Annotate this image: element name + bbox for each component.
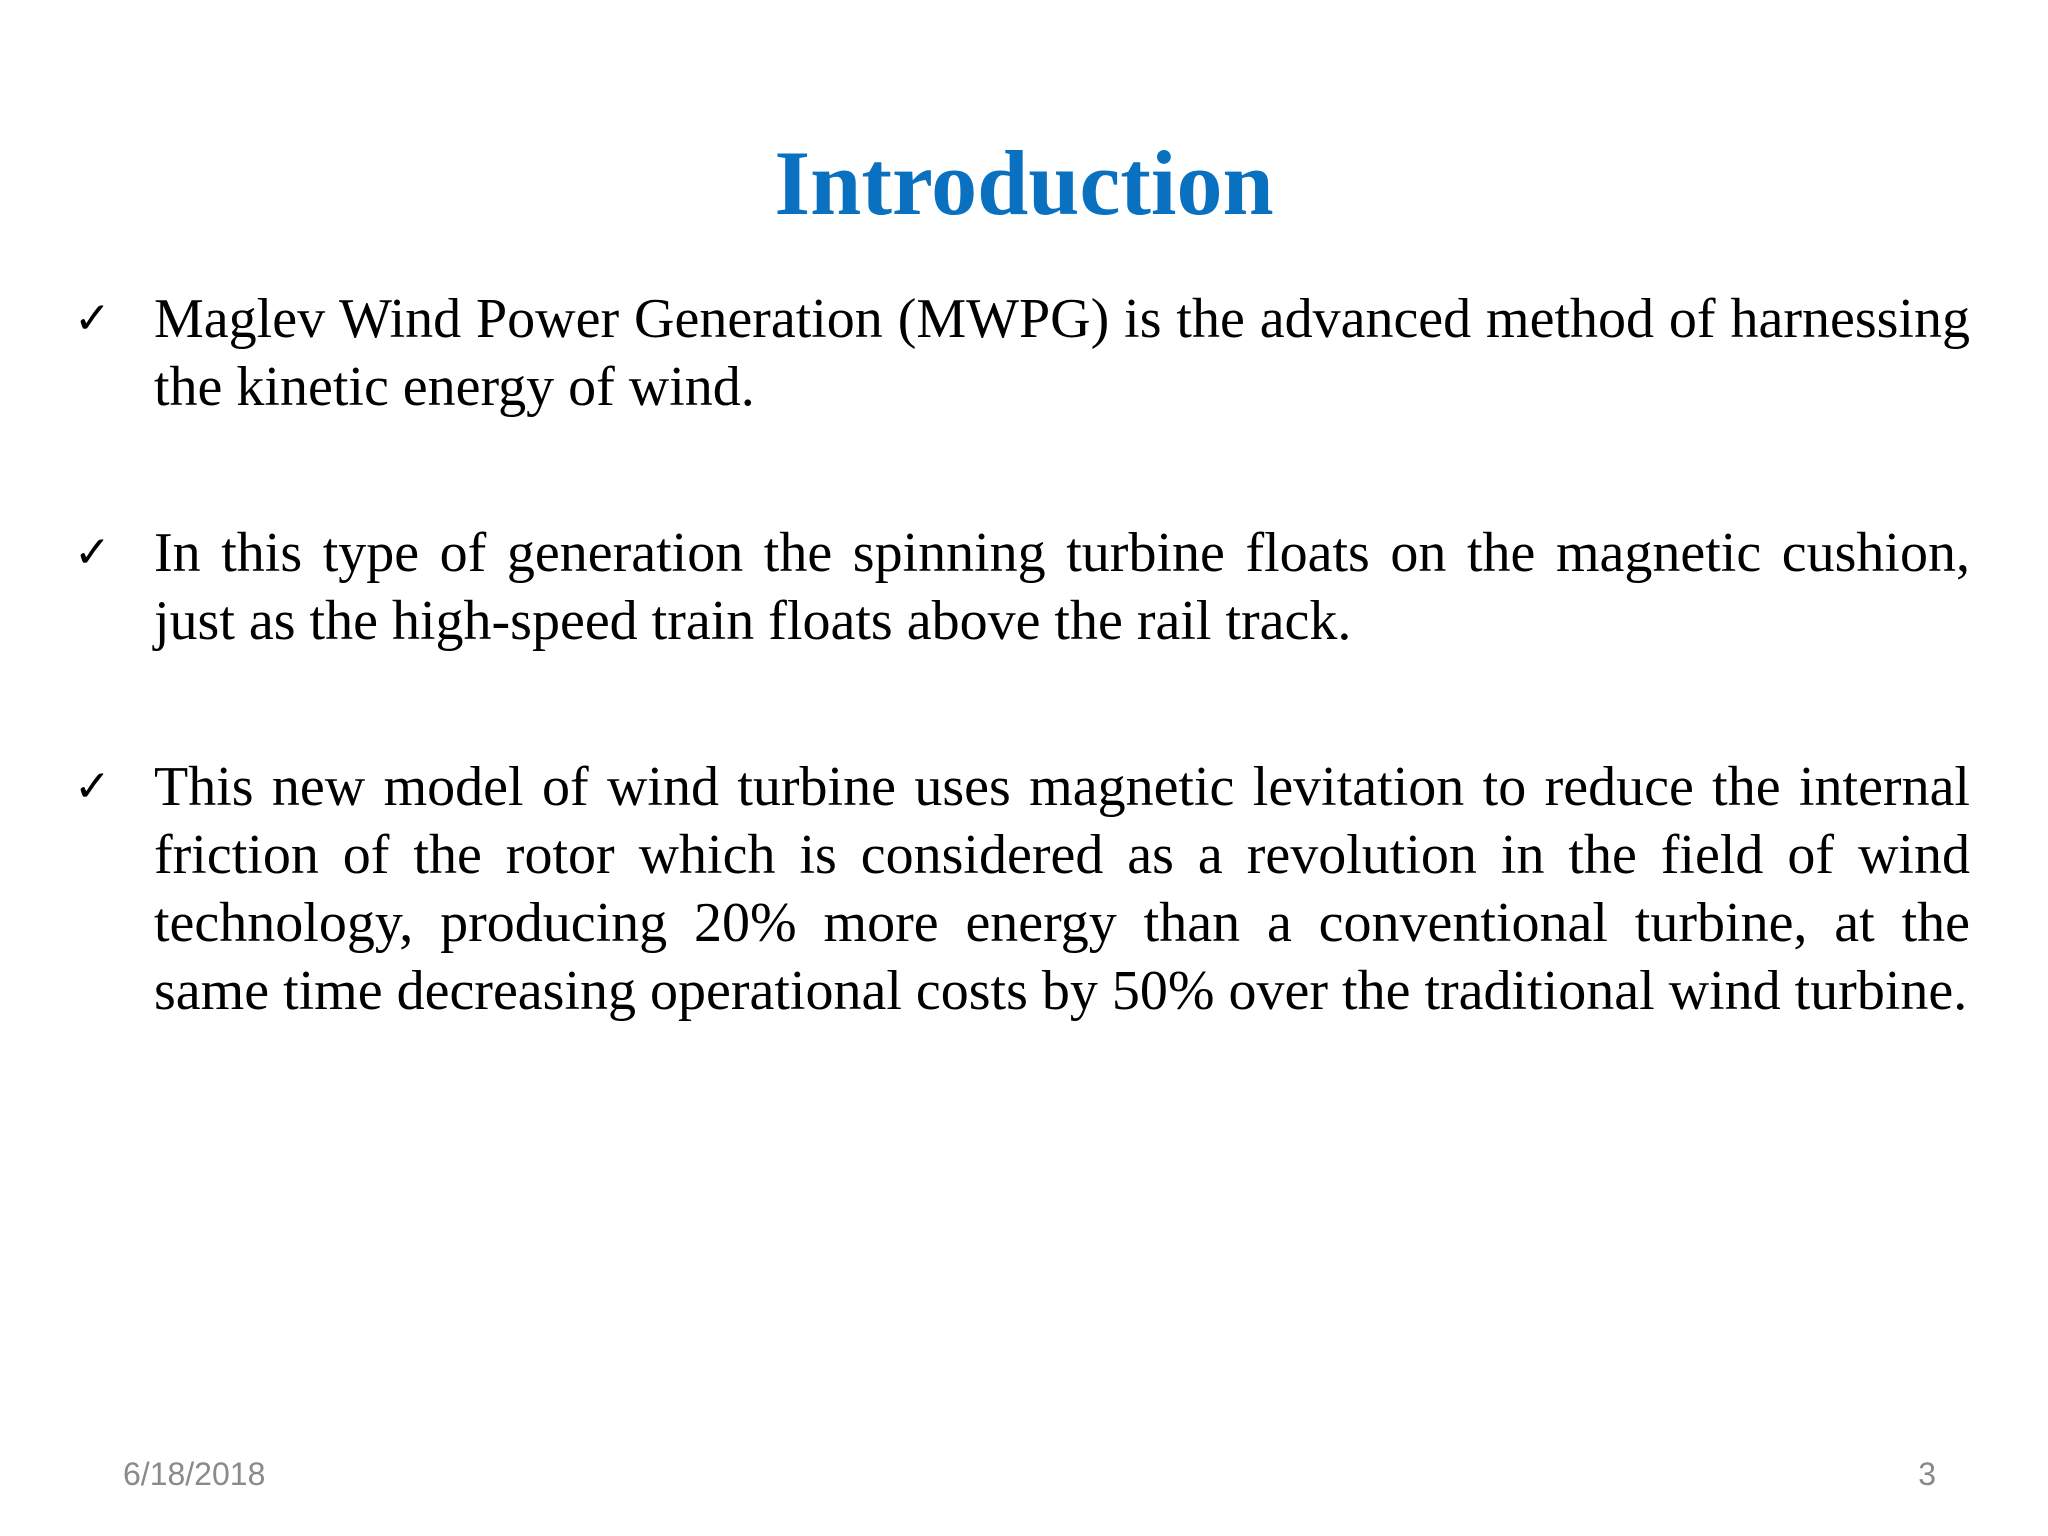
slide-title: Introduction [774, 132, 1274, 234]
bullet-item [70, 285, 1970, 421]
checkmark-icon: ✓ [74, 293, 111, 344]
bullet-item [70, 519, 1970, 655]
bullet-list [70, 285, 1970, 1123]
bullet-text: In this type of generation the spinning turbine floats on the magnetic cushion, just as the high-speed train floats above the rail track. [154, 522, 1970, 652]
footer-page-number: 3 [1918, 1456, 1936, 1492]
footer-date: 6/18/2018 [123, 1456, 266, 1492]
checkmark-icon: ✓ [74, 527, 111, 578]
bullet-text: Maglev Wind Power Generation (MWPG) is the advanced method of harnessing the kinetic energy of wind. [154, 288, 1970, 418]
bullet-text: This new model of wind turbine uses magnetic levitation to reduce the internal friction of the rotor which is considered as a revolution in the field of wind technology, producing 20% more energy than a conventional turbine, at the same time decreasing operational costs by 50% over the traditional wind turbine. [154, 756, 1970, 1022]
checkmark-icon: ✓ [74, 761, 111, 812]
bullet-item [70, 753, 1970, 1025]
